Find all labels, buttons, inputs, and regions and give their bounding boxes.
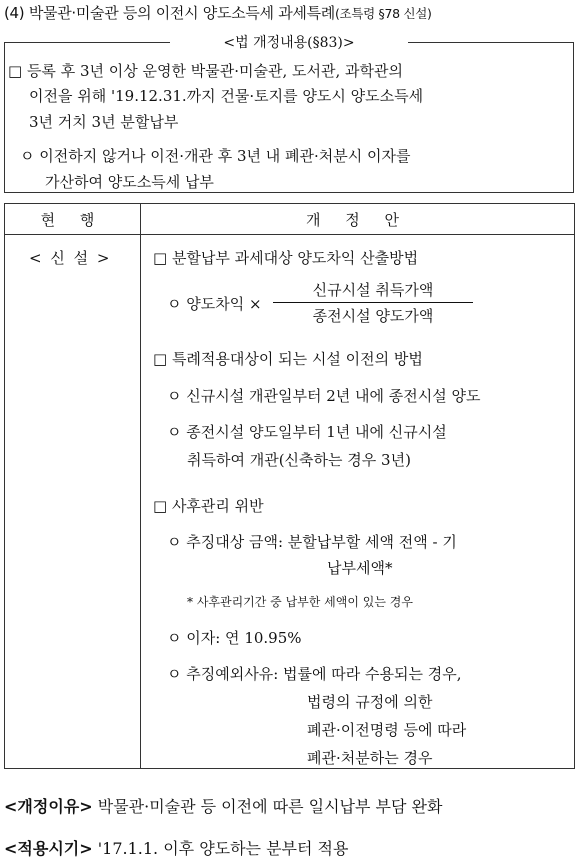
section-title-main: (4) 박물관·미술관 등의 이전시 양도소득세 과세특례 xyxy=(4,4,335,22)
section-title-ref: (조특령 §78 신설) xyxy=(334,6,432,21)
effective-label: <적용시기> xyxy=(4,839,93,858)
sec1-formula-lhs: ㅇ 양도차익 × xyxy=(167,295,262,313)
fraction-denominator: 종전시설 양도가액 xyxy=(312,307,434,325)
reason-text: 박물관·미술관 등 이전에 따른 일시납부 부담 완화 xyxy=(97,797,443,816)
fraction-bar xyxy=(273,302,473,303)
effective-text: '17.1.1. 이후 양도하는 분부터 적용 xyxy=(97,839,349,858)
sec2-item2-line1: ㅇ 종전시설 양도일부터 1년 내에 신규시설 xyxy=(167,423,447,441)
sec2-title: □ 특례적용대상이 되는 시설 이전의 방법 xyxy=(153,350,423,368)
reason-row xyxy=(4,794,442,817)
revised-cell xyxy=(141,235,575,769)
sec3-item3-line2: 법령의 규정에 의한 xyxy=(307,693,433,711)
current-value: < 신 설 > xyxy=(29,249,112,267)
column-header-current: 현 행 xyxy=(5,204,141,235)
law-item1-line2: 이전을 위해 '19.12.31.까지 건물·토지를 양도시 양도소득세 xyxy=(29,87,424,105)
current-cell xyxy=(5,235,141,769)
comparison-table xyxy=(4,203,575,769)
effective-row xyxy=(4,836,348,859)
sec3-title: □ 사후관리 위반 xyxy=(153,497,264,515)
sec3-item2: ㅇ 이자: 연 10.95% xyxy=(167,629,302,647)
reason-label: <개정이유> xyxy=(4,797,93,816)
law-item2-line1: ㅇ 이전하지 않거나 이전·개관 후 3년 내 폐관·처분시 이자를 xyxy=(20,147,411,165)
sec3-item1-line1: ㅇ 추징대상 금액: 분할납부할 세액 전액 - 기 xyxy=(167,533,457,551)
sec1-fraction xyxy=(273,279,473,326)
sec3-item3-line1: ㅇ 추징예외사유: 법률에 따라 수용되는 경우, xyxy=(167,665,462,683)
sec1-title: □ 분할납부 과세대상 양도차익 산출방법 xyxy=(153,249,419,267)
law-item1-line1: □ 등록 후 3년 이상 운영한 박물관·미술관, 도서관, 과학관의 xyxy=(8,62,403,80)
sec3-item1-line2: 납부세액* xyxy=(327,559,393,577)
law-summary-header: <법 개정내용(§83)> xyxy=(170,32,408,52)
column-header-revised: 개 정 안 xyxy=(141,204,575,235)
sec3-item3-line4: 폐관·처분하는 경우 xyxy=(307,749,433,767)
sec2-item1: ㅇ 신규시설 개관일부터 2년 내에 종전시설 양도 xyxy=(167,387,481,405)
sec3-footnote: * 사후관리기간 중 납부한 세액이 있는 경우 xyxy=(187,595,413,609)
sec3-item3-line3: 폐관·이전명령 등에 따라 xyxy=(307,721,467,739)
sec2-item2-line2: 취득하여 개관(신축하는 경우 3년) xyxy=(187,451,411,469)
fraction-numerator: 신규시설 취득가액 xyxy=(312,281,434,299)
law-item1-line3: 3년 거치 3년 분할납부 xyxy=(29,113,179,131)
law-item2-line2: 가산하여 양도소득세 납부 xyxy=(45,173,214,191)
section-title xyxy=(4,2,432,23)
